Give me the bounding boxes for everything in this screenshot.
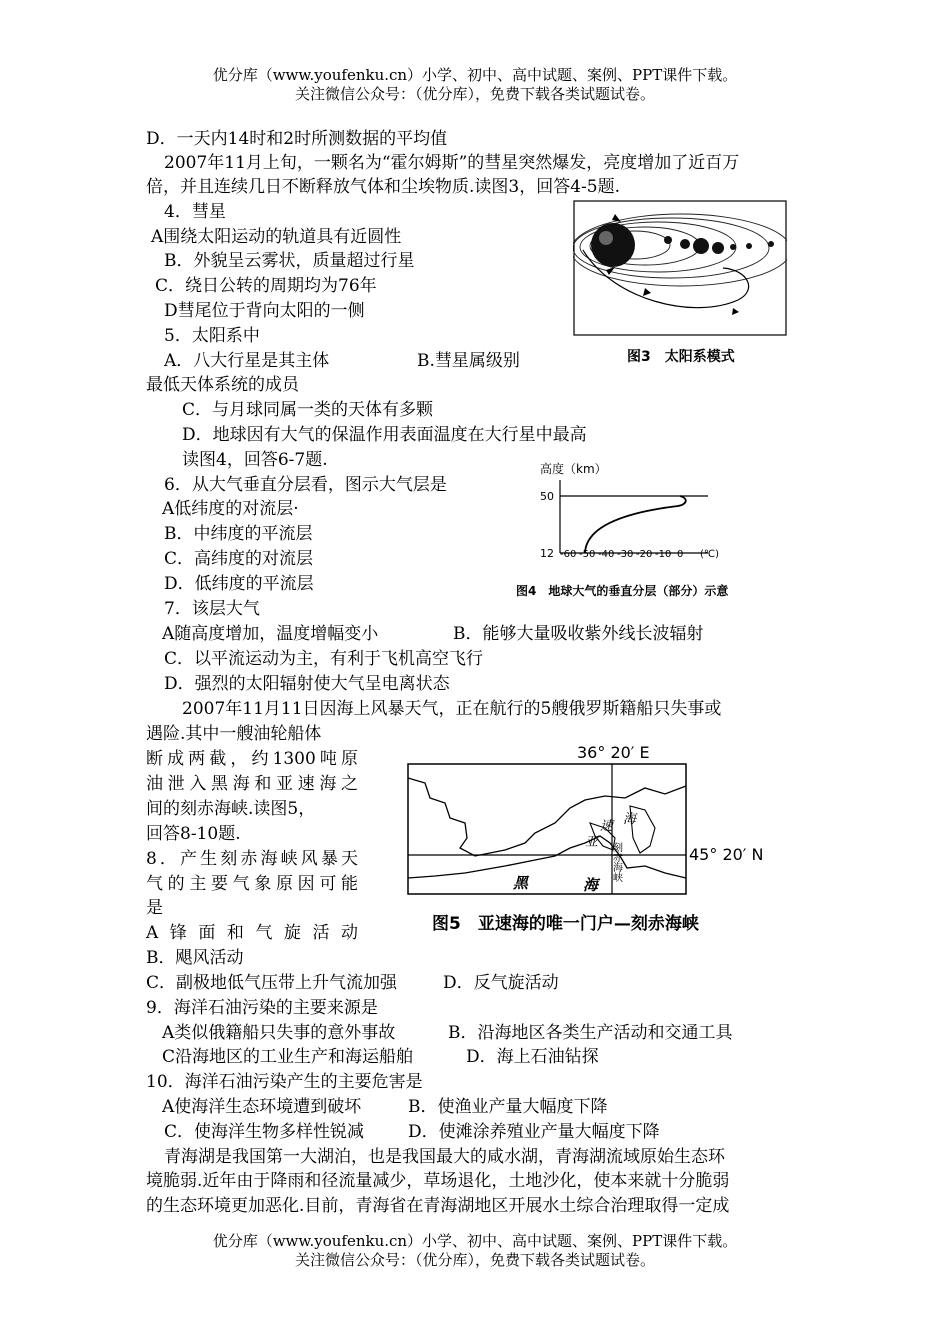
option-7b: B．能够大量吸收紫外线长波辐射 (453, 624, 704, 644)
planet-icon (693, 238, 709, 254)
page-header-line-1: 优分库（www.youfenku.cn）小学、初中、高中试题、案例、PPT课件下载。 (212, 66, 738, 84)
option-7a: A随高度增加，温度增幅变小 (162, 624, 379, 644)
passage-qinghai-line-1: 青海湖是我国第一大湖泊，也是我国最大的咸水湖，青海湖流域原始生态环 (164, 1147, 725, 1167)
question-8-line-3: 是 (146, 898, 163, 918)
black-sea-label-2: 海 (583, 876, 599, 894)
page-footer-line-1: 优分库（www.youfenku.cn）小学、初中、高中试题、案例、PPT课件下载。 (212, 1232, 738, 1250)
fig4-xtick: 0 (677, 549, 684, 560)
fig4-xtick: -20 (636, 549, 653, 560)
planet-icon (746, 243, 752, 249)
planet-icon (712, 242, 724, 254)
fig4-ylabel: 高度（km） (540, 462, 607, 476)
option-8d: D．反气旋活动 (443, 973, 559, 993)
option-5a: A．八大行星是其主体 (164, 351, 330, 371)
passage-kerch-line-6: 回答8-10题. (146, 824, 241, 844)
solar-system-diagram (573, 200, 787, 336)
option-6a: A低纬度的对流层· (162, 499, 299, 519)
fig4-xtick: -40 (598, 549, 615, 560)
question-9: 9．海洋石油污染的主要来源是 (146, 998, 378, 1018)
passage-kerch-line-1: 2007年11月11日因海上风暴天气，正在航行的5艘俄罗斯籍船只失事或 (182, 699, 722, 719)
planet-icon (664, 236, 672, 244)
passage-kerch-line-3: 断成两截，约1300吨原 (146, 749, 358, 769)
option-8c: C．副极地低气压带上升气流加强 (146, 973, 398, 993)
passage-kerch-line-4: 油泄入黑海和亚速海之 (146, 774, 358, 794)
option-5b: B.彗星属级别 (417, 351, 520, 371)
question-8-line-2: 气的主要气象原因可能 (146, 874, 358, 894)
fig4-unit: (℃) (700, 549, 720, 560)
option-8a: A锋面和气旋活动 (146, 923, 358, 943)
option-9a: A类似俄籍船只失事的意外事故 (162, 1023, 396, 1043)
temperature-curve (585, 496, 686, 553)
option-10c: C．使海洋生物多样性锐减 (164, 1122, 365, 1142)
passage-comet-line-1: 2007年11月上旬，一颗名为“霍尔姆斯”的彗星突然爆发，亮度增加了近百万 (164, 153, 740, 173)
figure-5-kerch-map (405, 738, 785, 906)
option-5b-cont: 最低天体系统的成员 (146, 375, 299, 395)
figure-4-atmosphere-chart (510, 458, 770, 570)
passage-qinghai-line-3: 的生态环境更加恶化.目前，青海省在青海湖地区开展水土综合治理取得一定成 (146, 1196, 730, 1216)
azov-sea-label-1: 速 (600, 819, 614, 834)
fig4-ytick-50: 50 (540, 490, 554, 503)
option-4d: D彗尾位于背向太阳的一侧 (164, 301, 365, 321)
option-7c: C．以平流运动为主，有利于飞机高空飞行 (164, 649, 484, 669)
option-6d: D．低纬度的平流层 (164, 574, 314, 594)
option-4b: B．外貌呈云雾状，质量超过行星 (164, 251, 415, 271)
azov-sea-label-3: 海 (623, 812, 637, 827)
kerch-strait-label: 刻赤海峡 (610, 842, 622, 882)
fig4-ytick-12: 12 (540, 547, 554, 560)
azov-sea-label-2: 亚 (585, 835, 599, 850)
planet-icon (730, 244, 736, 250)
option-4c: C．绕日公转的周期均为76年 (155, 276, 377, 296)
option-5d: D．地球因有大气的保温作用表面温度在大行星中最高 (182, 425, 587, 445)
option-9b: B．沿海地区各类生产活动和交通工具 (448, 1023, 733, 1043)
planet-icon (680, 239, 690, 249)
page-header-line-2: 关注微信公众号：（优分库），免费下载各类试题试卷。 (294, 85, 655, 103)
option-6c: C．高纬度的对流层 (164, 549, 314, 569)
black-sea-label-1: 黑 (513, 874, 529, 892)
passage-kerch-line-2: 遇险.其中一艘油轮船体 (146, 724, 322, 744)
option-10a: A使海洋生态环境遭到破坏 (162, 1097, 362, 1117)
option-3d: D．一天内14时和2时所测数据的平均值 (146, 129, 448, 149)
question-8-line-1: 8．产生刻赤海峡风暴天 (146, 849, 358, 869)
passage-kerch-line-5: 间的刻赤海峡.读图5， (146, 799, 316, 819)
option-9c: C沿海地区的工业生产和海运船舶 (162, 1047, 414, 1067)
option-8b: B．飓风活动 (146, 948, 244, 968)
option-4a: A围绕太阳运动的轨道具有近圆性 (151, 227, 402, 247)
question-6: 6．从大气垂直分层看，图示大气层是 (164, 475, 447, 495)
sun-icon (591, 223, 635, 267)
passage-comet-line-2: 倍，并且连续几日不断释放气体和尘埃物质.读图3，回答4-5题. (146, 177, 620, 197)
longitude-label: 36° 20′ E (577, 743, 650, 762)
figure-3-solar-system (573, 200, 787, 336)
fig4-xtick: -60 (560, 549, 577, 560)
planet-icon (768, 241, 774, 247)
instruction-fig4: 读图4，回答6-7题. (182, 450, 328, 470)
page-footer-line-2: 关注微信公众号：（优分库），免费下载各类试题试卷。 (294, 1251, 655, 1269)
option-9d: D．海上石油钻探 (466, 1047, 599, 1067)
question-4: 4．彗星 (164, 202, 226, 222)
latitude-label: 45° 20′ N (689, 845, 764, 864)
question-5: 5．太阳系中 (164, 326, 260, 346)
fig4-xtick: -50 (579, 549, 596, 560)
figure-5-caption: 图5 亚速海的唯一门户—刻赤海峡 (432, 914, 699, 934)
option-7d: D．强烈的太阳辐射使大气呈电离状态 (164, 674, 450, 694)
fig4-xtick: -10 (655, 549, 672, 560)
figure-3-caption: 图3 太阳系模式 (627, 349, 735, 365)
option-10d: D．使滩涂养殖业产量大幅度下降 (408, 1122, 660, 1142)
option-10b: B．使渔业产量大幅度下降 (408, 1097, 608, 1117)
question-7: 7．该层大气 (164, 599, 260, 619)
question-10: 10．海洋石油污染产生的主要危害是 (146, 1072, 423, 1092)
option-5c: C．与月球同属一类的天体有多颗 (182, 400, 434, 420)
figure-4-caption: 图4 地球大气的垂直分层（部分）示意 (516, 584, 729, 598)
fig4-xtick: -30 (617, 549, 634, 560)
option-6b: B．中纬度的平流层 (164, 524, 313, 544)
passage-qinghai-line-2: 境脆弱.近年由于降雨和径流量减少，草场退化，土地沙化，使本来就十分脆弱 (146, 1171, 730, 1191)
